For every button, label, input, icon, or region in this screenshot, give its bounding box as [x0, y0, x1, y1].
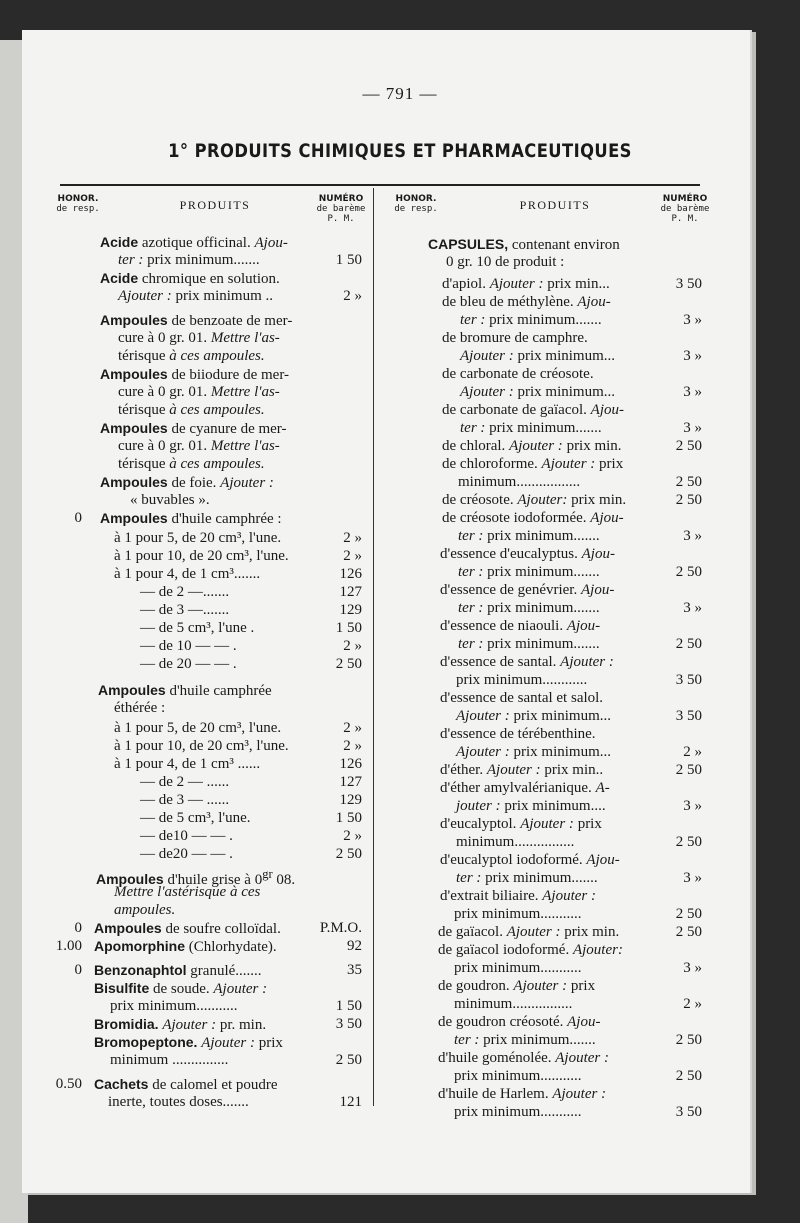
- left-honor-label: HONOR.: [57, 194, 99, 204]
- left-bareme-value: 35: [347, 962, 362, 978]
- left-entry-text: — de 3 —.......: [140, 602, 230, 618]
- right-entry-text: CAPSULES, contenant environ: [428, 236, 620, 253]
- right-bareme-value: 2 50: [675, 906, 702, 922]
- right-entry-text: ter : prix minimum.......: [458, 600, 600, 616]
- right-entry-text: d'essence de santal. Ajouter :: [440, 654, 614, 670]
- right-bareme-value: 2 50: [675, 924, 702, 940]
- left-bareme-value: 92: [347, 938, 362, 954]
- left-entry-text: à 1 pour 10, de 20 cm³, l'une.: [114, 738, 289, 754]
- left-entry-text: — de10 — — .: [140, 828, 233, 844]
- left-bareme-value: 126: [339, 756, 362, 772]
- right-entry-text: d'essence de genévrier. Ajou-: [440, 582, 615, 598]
- left-entry-text: éthérée :: [114, 700, 166, 716]
- left-pm-label: P. M.: [327, 214, 355, 224]
- left-bareme-value: 1 50: [335, 810, 362, 826]
- right-honor-label: HONOR.: [395, 194, 437, 204]
- right-entry-text: Ajouter : prix minimum...: [460, 348, 615, 364]
- left-entry-text: Ampoules d'huile grise à $0^{gr}$ 08.: [96, 867, 296, 888]
- left-entry-text: prix minimum...........: [110, 998, 238, 1014]
- right-produits-header: PRODUITS: [519, 198, 591, 212]
- left-numero-header: [312, 194, 370, 224]
- left-resp-label: de resp.: [56, 204, 100, 214]
- right-bareme-value: 3 »: [683, 348, 702, 364]
- right-entry-text: prix minimum............: [456, 672, 588, 688]
- left-entry-text: — de 5 cm³, l'une.: [140, 810, 251, 826]
- left-bareme-value: 2 50: [335, 846, 362, 862]
- right-entry-text: 0 gr. 10 de produit :: [446, 254, 565, 270]
- right-entry-text: d'essence de niaouli. Ajou-: [440, 618, 601, 634]
- right-bareme-value: 2 50: [675, 474, 702, 490]
- right-bareme-value: 2 50: [675, 492, 702, 508]
- column-separator: [373, 188, 374, 1106]
- right-numero-label: NUMÉRO: [662, 194, 708, 204]
- right-bareme-value: 2 50: [675, 564, 702, 580]
- left-entry-text: — de 10 — — .: [140, 638, 237, 654]
- left-entry-text: Ampoules de cyanure de mer-: [100, 420, 287, 437]
- left-bareme-value: 2 »: [343, 530, 362, 546]
- right-entry-text: d'eucalyptol. Ajouter : prix: [440, 816, 602, 832]
- right-entry-text: de goudron. Ajouter : prix: [438, 978, 596, 994]
- right-entry-text: ter : prix minimum.......: [456, 870, 598, 886]
- right-entry-text: jouter : prix minimum....: [456, 798, 606, 814]
- right-bareme-value: 3 50: [675, 708, 702, 724]
- left-bareme-label: de barème: [316, 204, 366, 214]
- right-entry-text: d'éther. Ajouter : prix min..: [440, 762, 604, 778]
- left-entry-text: Ampoules de biiodure de mer-: [100, 366, 290, 383]
- left-entry-text: — de 20 — — .: [140, 656, 237, 672]
- right-honor-header: [394, 194, 438, 214]
- left-entry-text: minimum ...............: [110, 1052, 229, 1068]
- right-entry-text: d'eucalyptol iodoformé. Ajou-: [440, 852, 620, 868]
- left-honor-value: 0: [74, 962, 82, 978]
- right-entry-text: d'extrait biliaire. Ajouter :: [440, 888, 596, 904]
- left-entry-text: ter : prix minimum.......: [118, 252, 260, 268]
- right-entry-text: minimum................: [456, 834, 575, 850]
- right-entry-text: de bromure de camphre.: [442, 330, 588, 346]
- right-entry-text: de chloral. Ajouter : prix min.: [442, 438, 622, 454]
- left-bareme-value: 2 50: [335, 656, 362, 672]
- left-entry-text: à 1 pour 4, de 1 cm³ ......: [114, 756, 261, 772]
- right-numero-header: [656, 194, 714, 224]
- left-bareme-value: 2 »: [343, 638, 362, 654]
- left-entry-text: — de20 — — .: [140, 846, 233, 862]
- left-entry-text: Apomorphine (Chlorhydate).: [94, 938, 277, 955]
- left-entry-text: Bisulfite de soude. Ajouter :: [94, 980, 268, 997]
- right-bareme-value: 2 50: [675, 1068, 702, 1084]
- left-entry-text: — de 2 — ......: [140, 774, 230, 790]
- right-entry-text: de chloroforme. Ajouter : prix: [442, 456, 624, 472]
- left-bareme-value: 3 50: [335, 1016, 362, 1032]
- page-number: — 791 —: [362, 84, 438, 103]
- left-entry-text: Bromidia. Ajouter : pr. min.: [94, 1016, 267, 1033]
- right-entry-text: minimum.................: [458, 474, 581, 490]
- right-entry-text: prix minimum...........: [454, 1068, 582, 1084]
- right-entry-text: d'éther amylvalérianique. A-: [440, 780, 610, 796]
- left-entry-text: Cachets de calomel et poudre: [94, 1076, 278, 1093]
- left-entry-text: Benzonaphtol granulé.......: [94, 962, 262, 979]
- left-bareme-value: 129: [339, 792, 362, 808]
- left-bareme-value: 2 »: [343, 720, 362, 736]
- right-entry-text: de goudron créosoté. Ajou-: [438, 1014, 601, 1030]
- left-bareme-value: 2 »: [343, 548, 362, 564]
- right-entry-text: Ajouter : prix minimum...: [456, 708, 611, 724]
- left-entry-text: térisque à ces ampoules.: [118, 402, 265, 418]
- right-entry-text: d'essence de santal et salol.: [440, 690, 604, 706]
- right-bareme-value: 2 50: [675, 438, 702, 454]
- right-bareme-value: 3 »: [683, 600, 702, 616]
- left-honor-value: 0: [74, 510, 82, 526]
- header-rule: [60, 184, 700, 186]
- right-entry-text: d'apiol. Ajouter : prix min...: [442, 276, 610, 292]
- left-honor-value: 0: [74, 920, 82, 936]
- left-entry-text: cure à 0 gr. 01. Mettre l'as-: [118, 438, 280, 454]
- left-entry-text: Ampoules de benzoate de mer-: [100, 312, 293, 329]
- right-bareme-value: 2 50: [675, 636, 702, 652]
- right-entry-text: prix minimum...........: [454, 906, 582, 922]
- right-entry-text: de carbonate de gaïacol. Ajou-: [442, 402, 624, 418]
- right-entry-text: de gaïacol iodoformé. Ajouter:: [438, 942, 623, 958]
- right-bareme-value: 3 »: [683, 420, 702, 436]
- right-entry-text: d'huile de Harlem. Ajouter :: [438, 1086, 607, 1102]
- left-bareme-value: 121: [339, 1094, 362, 1110]
- right-bareme-value: 2 50: [675, 762, 702, 778]
- left-entry-text: térisque à ces ampoules.: [118, 456, 265, 472]
- right-entry-text: Ajouter : prix minimum...: [460, 384, 615, 400]
- left-entry-text: Ampoules d'huile camphrée :: [100, 510, 282, 527]
- left-entry-text: Acide chromique en solution.: [100, 270, 280, 287]
- left-entry-text: à 1 pour 4, de 1 cm³.......: [114, 566, 261, 582]
- left-honor-value: 0.50: [55, 1076, 82, 1092]
- right-entry-text: de créosote. Ajouter: prix min.: [442, 492, 627, 508]
- left-bareme-value: 1 50: [335, 620, 362, 636]
- left-bareme-value: 2 »: [343, 828, 362, 844]
- right-entry-text: de créosote iodoformée. Ajou-: [442, 510, 624, 526]
- right-entry-text: minimum................: [454, 996, 573, 1012]
- right-bareme-value: 3 »: [683, 870, 702, 886]
- left-entry-text: ampoules.: [114, 902, 176, 918]
- right-bareme-value: 2 »: [683, 744, 702, 760]
- right-entry-text: prix minimum...........: [454, 960, 582, 976]
- right-resp-label: de resp.: [394, 204, 438, 214]
- left-produits-header: PRODUITS: [179, 198, 251, 212]
- left-honor-header: [56, 194, 100, 214]
- left-bareme-value: 1 50: [335, 998, 362, 1014]
- left-honor-value: 1.00: [55, 938, 82, 954]
- left-entry-text: Ampoules d'huile camphrée: [98, 682, 272, 699]
- right-entry-text: ter : prix minimum.......: [458, 528, 600, 544]
- right-bareme-value: 3 »: [683, 798, 702, 814]
- left-entry-text: à 1 pour 10, de 20 cm³, l'une.: [114, 548, 289, 564]
- right-entry-text: de gaïacol. Ajouter : prix min.: [438, 924, 620, 940]
- right-bareme-value: 2 50: [675, 834, 702, 850]
- left-entry-text: à 1 pour 5, de 20 cm³, l'une.: [114, 530, 282, 546]
- left-entry-text: Mettre l'astérisque à ces: [114, 884, 261, 900]
- left-bareme-value: 2 »: [343, 738, 362, 754]
- left-numero-label: NUMÉRO: [318, 194, 364, 204]
- left-entry-text: Bromopeptone. Ajouter : prix: [94, 1034, 283, 1051]
- right-entry-text: ter : prix minimum.......: [454, 1032, 596, 1048]
- right-bareme-value: 3 »: [683, 384, 702, 400]
- right-entry-text: de bleu de méthylène. Ajou-: [442, 294, 611, 310]
- right-entry-text: prix minimum...........: [454, 1104, 582, 1120]
- left-entry-text: Ajouter : prix minimum ..: [118, 288, 273, 304]
- right-entry-text: d'huile goménolée. Ajouter :: [438, 1050, 610, 1066]
- right-bareme-value: 2 »: [683, 996, 702, 1012]
- right-entry-text: d'essence de térébenthine.: [440, 726, 596, 742]
- left-entry-text: — de 2 —.......: [140, 584, 230, 600]
- right-bareme-value: 3 »: [683, 960, 702, 976]
- left-entry-text: térisque à ces ampoules.: [118, 348, 265, 364]
- right-bareme-value: 3 50: [675, 1104, 702, 1120]
- right-bareme-value: 3 »: [683, 312, 702, 328]
- left-entry-text: Ampoules de soufre colloïdal.: [94, 920, 281, 937]
- left-bareme-value: 127: [339, 584, 362, 600]
- left-entry-text: cure à 0 gr. 01. Mettre l'as-: [118, 384, 280, 400]
- page-title: 1° PRODUITS CHIMIQUES ET PHARMACEUTIQUES: [168, 140, 632, 162]
- left-entry-text: « buvables ».: [130, 492, 210, 508]
- left-entry-text: à 1 pour 5, de 20 cm³, l'une.: [114, 720, 282, 736]
- left-bareme-value: P.M.O.: [319, 920, 362, 936]
- right-bareme-value: 3 50: [675, 276, 702, 292]
- left-entry-text: — de 3 — ......: [140, 792, 230, 808]
- left-entry-text: Acide azotique officinal. Ajou-: [100, 234, 288, 251]
- left-entry-text: inerte, toutes doses.......: [108, 1094, 249, 1110]
- right-entry-text: ter : prix minimum.......: [460, 312, 602, 328]
- right-entry-text: Ajouter : prix minimum...: [456, 744, 611, 760]
- left-bareme-value: 2 50: [335, 1052, 362, 1068]
- right-entry-text: d'essence d'eucalyptus. Ajou-: [440, 546, 615, 562]
- left-entry-text: — de 5 cm³, l'une .: [140, 620, 255, 636]
- right-entry-text: de carbonate de créosote.: [442, 366, 594, 382]
- right-bareme-label: de barème: [660, 204, 710, 214]
- left-entry-text: cure à 0 gr. 01. Mettre l'as-: [118, 330, 280, 346]
- right-entry-text: ter : prix minimum.......: [458, 564, 600, 580]
- right-bareme-value: 3 »: [683, 528, 702, 544]
- left-bareme-value: 1 50: [335, 252, 362, 268]
- left-bareme-value: 129: [339, 602, 362, 618]
- right-entry-text: ter : prix minimum.......: [458, 636, 600, 652]
- left-entry-text: Ampoules de foie. Ajouter :: [100, 474, 274, 491]
- left-bareme-value: 126: [339, 566, 362, 582]
- right-bareme-value: 3 50: [675, 672, 702, 688]
- right-bareme-value: 2 50: [675, 1032, 702, 1048]
- right-entry-text: ter : prix minimum.......: [460, 420, 602, 436]
- left-bareme-value: 2 »: [343, 288, 362, 304]
- left-bareme-value: 127: [339, 774, 362, 790]
- right-pm-label: P. M.: [671, 214, 699, 224]
